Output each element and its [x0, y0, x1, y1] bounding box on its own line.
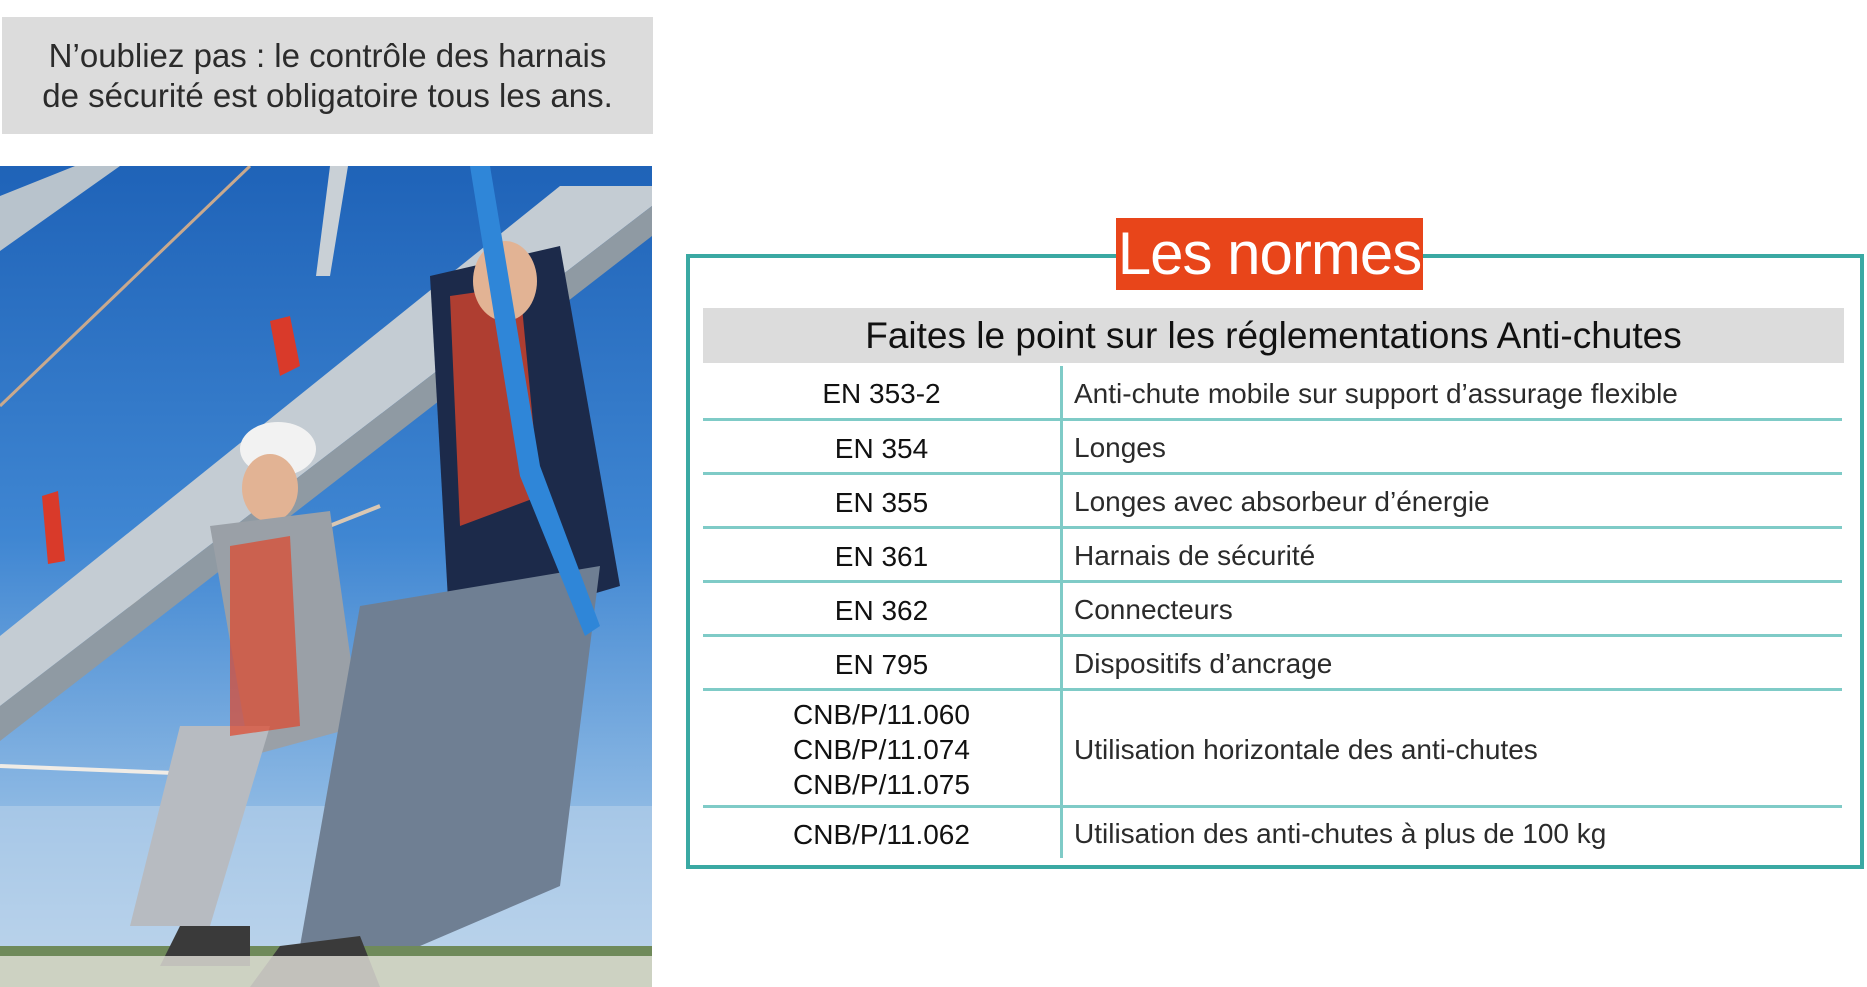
norm-code-cell — [703, 583, 1060, 637]
table-row — [703, 691, 1842, 808]
norm-description: Longes avec absorbeur d’énergie — [1074, 486, 1490, 517]
norm-code-cell — [703, 529, 1060, 583]
workers-illustration — [0, 166, 652, 987]
norm-code: EN 795 — [834, 648, 929, 680]
norm-code-cell — [703, 808, 1060, 860]
norm-code-cell — [703, 637, 1060, 691]
norm-description: Connecteurs — [1074, 594, 1233, 625]
reminder-line-1: N’oubliez pas : le contrôle des harnais — [48, 36, 607, 74]
norm-code: EN 362 — [834, 594, 929, 626]
norms-subtitle: Faites le point sur les réglementations Anti-chutes — [703, 308, 1844, 363]
norm-code: EN 353-2 — [822, 378, 941, 409]
table-row — [703, 529, 1842, 583]
table-row — [703, 475, 1842, 529]
norm-code-cell — [703, 691, 1060, 808]
norm-code: CNB/P/11.075 — [793, 769, 970, 800]
norm-code: EN 355 — [834, 486, 929, 518]
workers-photo — [0, 166, 652, 987]
reminder-banner — [2, 17, 653, 134]
norm-code-cell — [703, 421, 1060, 475]
table-row — [703, 421, 1842, 475]
norm-description: Harnais de sécurité — [1074, 540, 1316, 571]
norm-description: Utilisation horizontale des anti-chutes — [1074, 733, 1538, 765]
norm-code: CNB/P/11.062 — [793, 818, 970, 850]
norm-description: Dispositifs d’ancrage — [1074, 648, 1333, 679]
table-row — [703, 583, 1842, 637]
table-row — [703, 808, 1842, 860]
norm-description: Anti-chute mobile sur support d’assurage flexible — [1074, 377, 1678, 409]
norms-title: Les normes — [1116, 218, 1423, 290]
reminder-line-2: de sécurité est obligatoire tous les ans. — [42, 76, 613, 114]
norm-code: CNB/P/11.074 — [793, 734, 970, 765]
table-row — [703, 366, 1842, 421]
norm-code-cell — [703, 475, 1060, 529]
table-row — [703, 637, 1842, 691]
norm-code: EN 361 — [834, 540, 929, 572]
norm-code-cell — [703, 366, 1060, 421]
norm-description: Utilisation des anti-chutes à plus de 100 kg — [1074, 818, 1607, 849]
norm-code: CNB/P/11.060 — [793, 699, 970, 730]
norm-code: EN 354 — [834, 432, 929, 464]
norm-description: Longes — [1074, 432, 1166, 463]
